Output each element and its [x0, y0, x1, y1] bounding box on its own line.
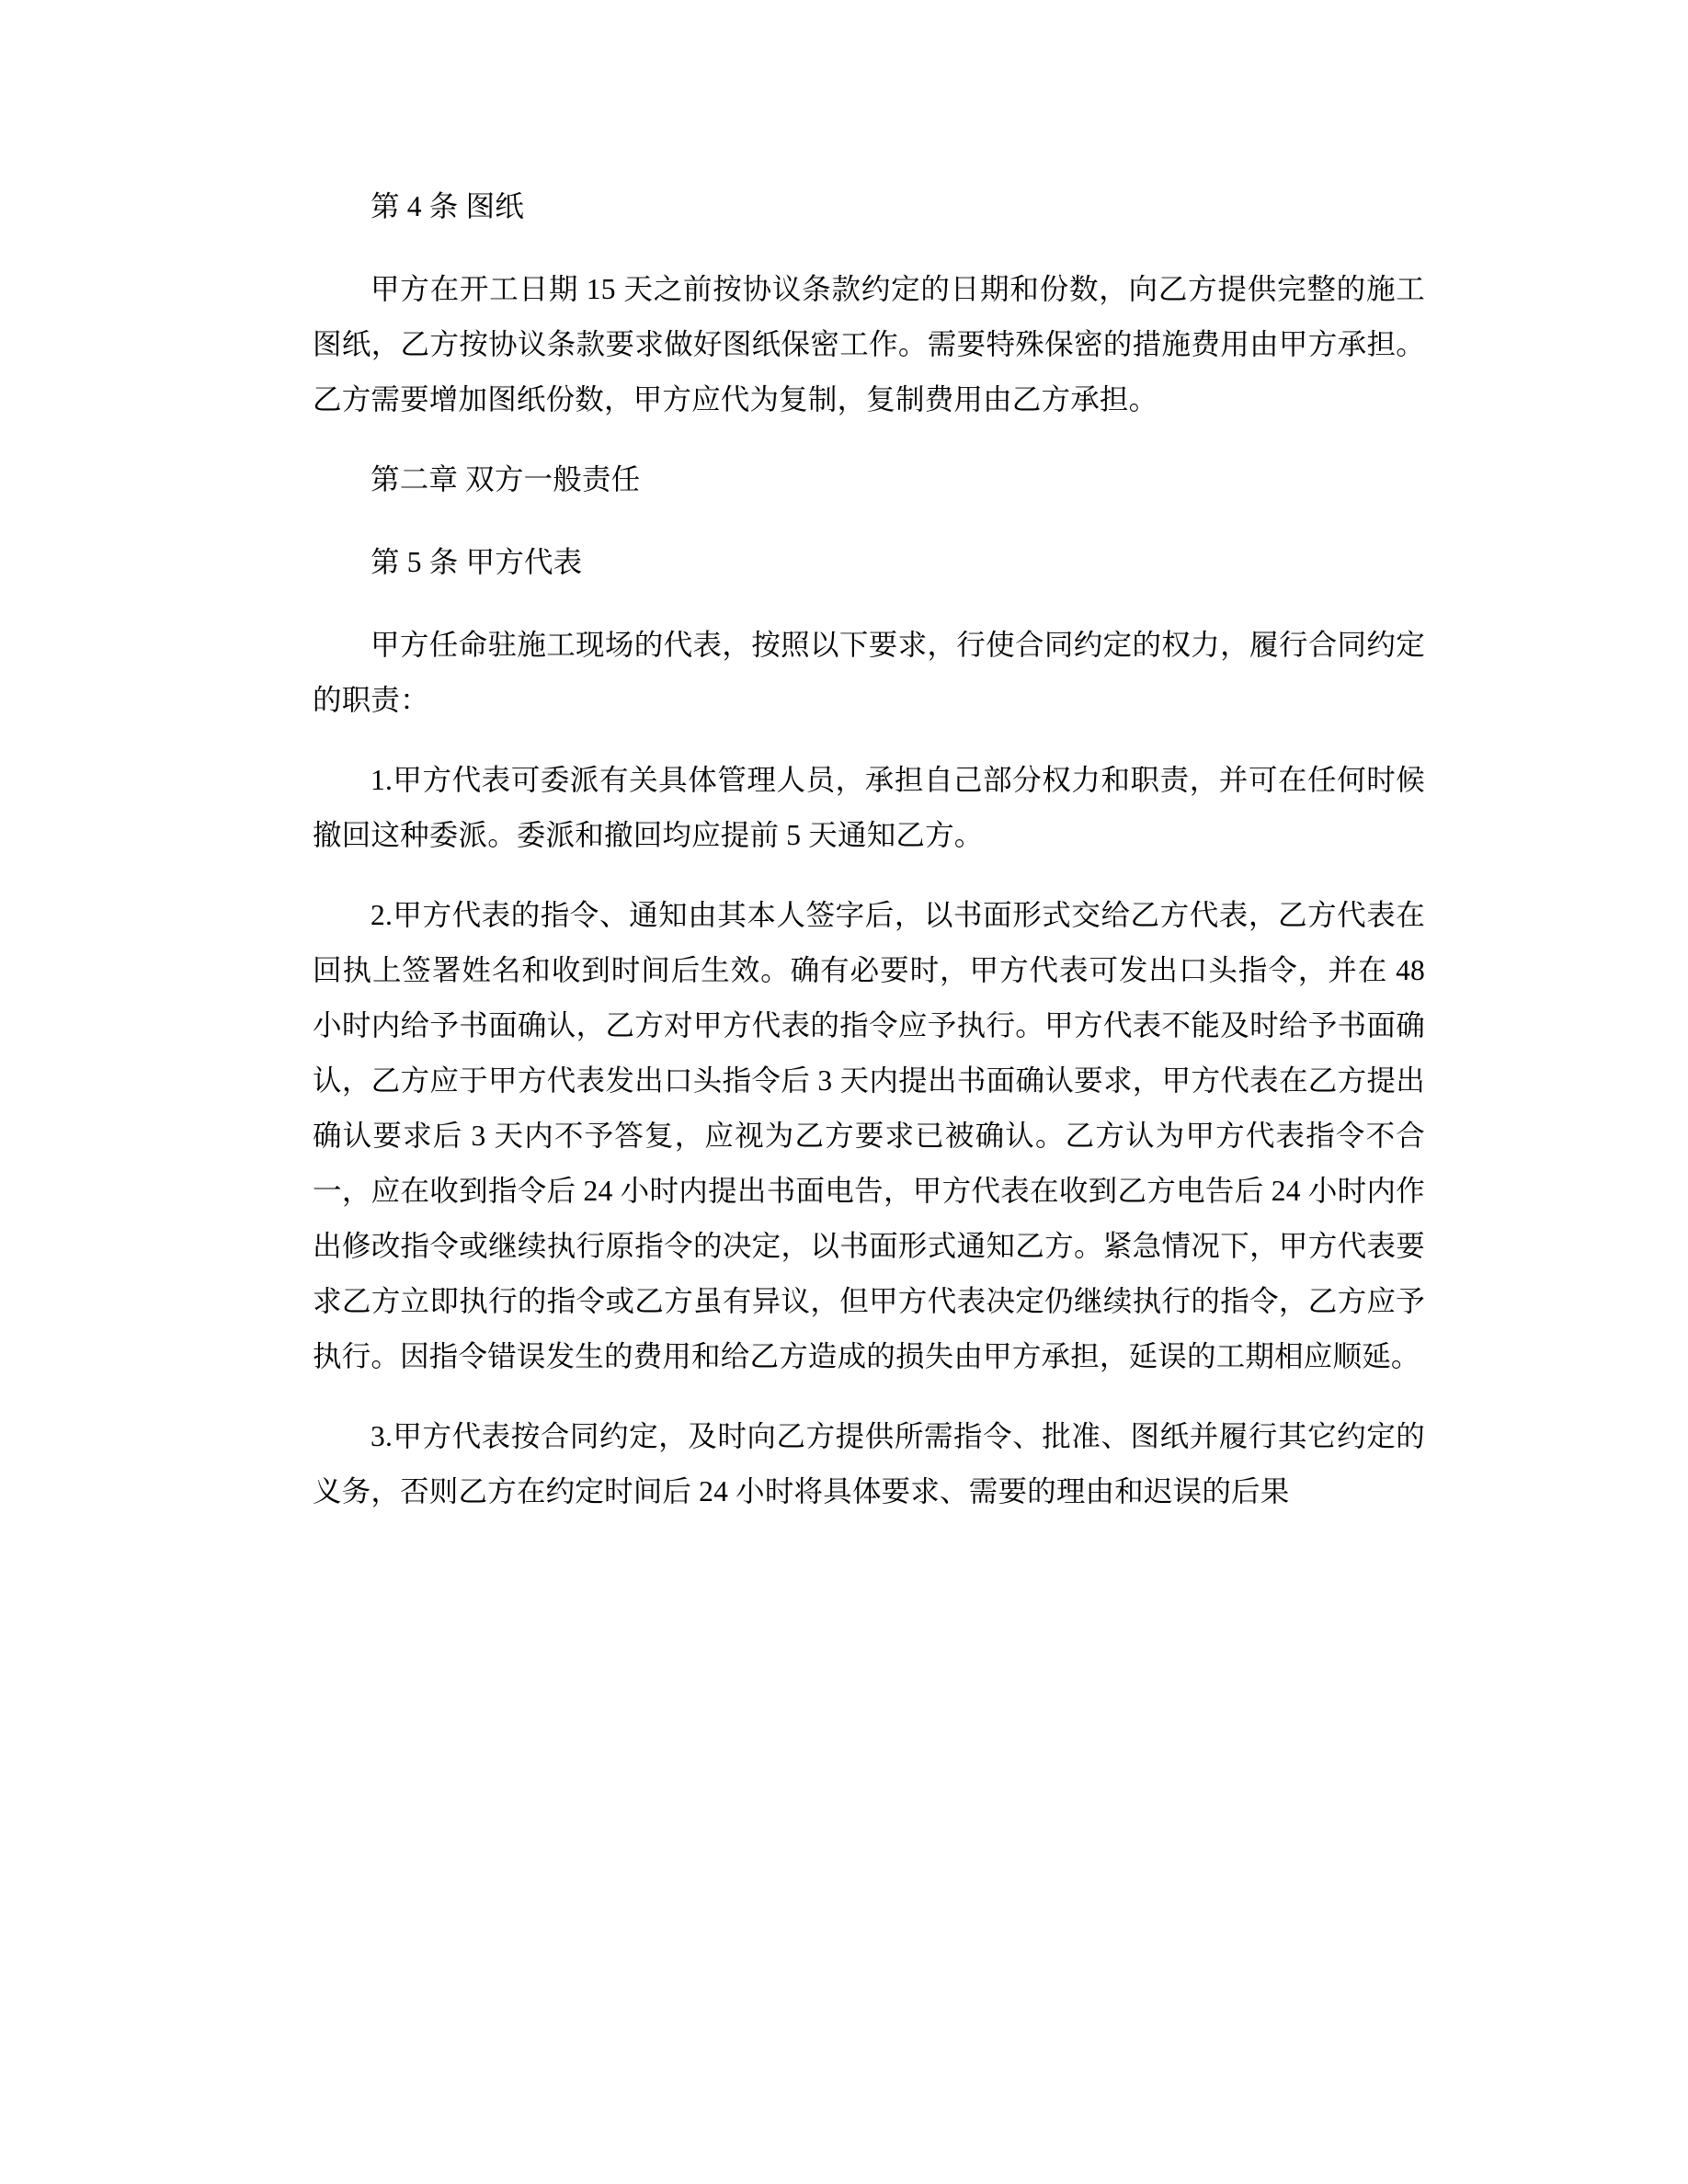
clause-5-item-3: 3.甲方代表按合同约定，及时向乙方提供所需指令、批准、图纸并履行其它约定的义务，否则乙方在约定时间后 24 小时将具体要求、需要的理由和迟误的后果	[313, 1420, 1425, 1507]
clause-5-body: 甲方任命驻施工现场的代表，按照以下要求，行使合同约定的权力，履行合同约定的职责：	[313, 629, 1425, 716]
clause-4-heading: 第 4 条 图纸	[371, 190, 524, 222]
clause-4-body: 甲方在开工日期 15 天之前按协议条款约定的日期和份数，向乙方提供完整的施工图纸，乙方按协议条款要求做好图纸保密工作。需要特殊保密的措施费用由甲方承担。乙方需要增加图纸份数，甲方应代为复制，复制费用由乙方承担。	[313, 273, 1425, 415]
clause-5-item-1: 1.甲方代表可委派有关具体管理人员，承担自己部分权力和职责，并可在任何时候撤回这种委派。委派和撤回均应提前 5 天通知乙方。	[313, 764, 1425, 851]
chapter-2-heading: 第二章 双方一般责任	[371, 463, 641, 495]
clause-5-item-2: 2.甲方代表的指令、通知由其本人签字后，以书面形式交给乙方代表，乙方代表在回执上签署姓名和收到时间后生效。确有必要时，甲方代表可发出口头指令，并在 48 小时内给予书面确认，乙方对甲方代表的指令应予执行。甲方代表不能及时给予书面确认，乙方应于甲方代表发出口头指令后 3 天内提出书面确认要求，甲方代表在乙方提出确认要求后 3 天内不予答复，应视为乙方要求已被确认。乙方认为甲方代表指令不合一，应在收到指令后 24 小时内提出书面电告，甲方代表在收到乙方电告后 24 小时内作出修改指令或继续执行原指令的决定，以书面形式通知乙方。紧急情况下，甲方代表要求乙方立即执行的指令或乙方虽有异议，但甲方代表决定仍继续执行的指令，乙方应予执行。因指令错误发生的费用和给乙方造成的损失由甲方承担，延误的工期相应顺延。	[313, 899, 1425, 1372]
clause-5-heading: 第 5 条 甲方代表	[371, 546, 583, 578]
document-body	[313, 179, 1425, 1519]
